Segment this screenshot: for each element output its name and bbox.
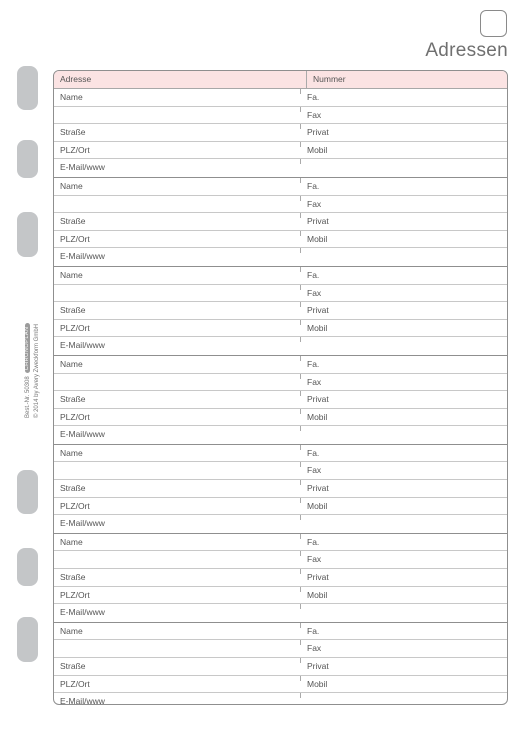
address-entry: [54, 622, 507, 705]
column-divider-tick: [300, 551, 301, 556]
field-label: PLZ/Ort: [60, 411, 90, 422]
number-label: Mobil: [307, 233, 328, 244]
field-label: Straße: [60, 394, 86, 405]
field-label: Name: [60, 269, 83, 280]
entry-line[interactable]: [54, 445, 507, 463]
column-divider-tick: [300, 676, 301, 681]
entry-line[interactable]: [54, 89, 507, 107]
column-divider-tick: [300, 534, 301, 539]
punch-hole: [17, 617, 38, 662]
entry-line[interactable]: [54, 374, 507, 392]
entry-line[interactable]: [54, 107, 507, 125]
copyright-text: © 2014 by Avery Zweckform GmbH: [33, 323, 40, 418]
address-entry: [54, 177, 507, 266]
column-divider-tick: [300, 356, 301, 361]
column-divider-tick: [300, 640, 301, 645]
number-label: Mobil: [307, 144, 328, 155]
field-label: Straße: [60, 127, 86, 138]
column-divider-tick: [300, 409, 301, 414]
number-label: Fa.: [307, 92, 320, 102]
number-label: Fa.: [307, 180, 320, 191]
column-divider-tick: [300, 213, 301, 218]
number-label: Fax: [307, 643, 322, 654]
entry-line[interactable]: [54, 604, 507, 622]
entry-line[interactable]: [54, 409, 507, 427]
field-label: Straße: [60, 216, 86, 227]
entry-line[interactable]: [54, 693, 507, 705]
field-label: Name: [60, 536, 83, 547]
column-divider-tick: [300, 587, 301, 592]
entry-line[interactable]: [54, 623, 507, 641]
column-divider-tick: [300, 89, 301, 94]
entry-line[interactable]: [54, 285, 507, 303]
field-label: Name: [60, 92, 83, 102]
punch-hole: [17, 212, 38, 257]
entry-line[interactable]: [54, 515, 507, 533]
field-label: E-Mail/www: [60, 607, 105, 618]
punch-hole: [17, 548, 38, 586]
field-label: Straße: [60, 572, 86, 583]
number-label: Fax: [307, 198, 322, 209]
entry-line[interactable]: [54, 587, 507, 605]
entry-line[interactable]: [54, 142, 507, 160]
number-label: Mobil: [307, 678, 328, 689]
field-label: Straße: [60, 483, 86, 494]
field-label: PLZ/Ort: [60, 589, 90, 600]
field-label: PLZ/Ort: [60, 233, 90, 244]
number-label: Fa.: [307, 447, 320, 458]
number-label: Fax: [307, 376, 322, 387]
column-divider-tick: [300, 337, 301, 342]
column-divider-tick: [300, 374, 301, 379]
field-label: E-Mail/www: [60, 429, 105, 440]
field-label: PLZ/Ort: [60, 500, 90, 511]
column-divider-tick: [300, 267, 301, 272]
header-address: Adresse: [54, 71, 307, 88]
number-label: Mobil: [307, 500, 328, 511]
order-number: Best.-Nr. 50308: [24, 376, 31, 418]
field-label: Name: [60, 180, 83, 191]
punch-hole: [17, 140, 38, 178]
number-label: Fa.: [307, 625, 320, 636]
entry-line[interactable]: [54, 178, 507, 196]
entry-line[interactable]: [54, 569, 507, 587]
field-label: E-Mail/www: [60, 518, 105, 529]
field-label: Name: [60, 625, 83, 636]
number-label: Privat: [307, 127, 329, 138]
field-label: Straße: [60, 305, 86, 316]
address-entries: [54, 89, 507, 705]
table-header: [54, 71, 507, 89]
column-divider-tick: [300, 462, 301, 467]
entry-line[interactable]: [54, 231, 507, 249]
column-divider-tick: [300, 445, 301, 450]
field-label: E-Mail/www: [60, 340, 105, 351]
field-label: E-Mail/www: [60, 162, 105, 173]
number-label: Fa.: [307, 536, 320, 547]
punch-hole: [17, 66, 38, 110]
entry-line[interactable]: [54, 534, 507, 552]
header-number: Nummer: [313, 74, 346, 84]
number-label: Fax: [307, 109, 322, 120]
entry-line[interactable]: [54, 248, 507, 266]
number-label: Fa.: [307, 358, 320, 369]
punch-hole: [17, 470, 38, 514]
address-entry: [54, 444, 507, 533]
column-divider-tick: [300, 658, 301, 663]
entry-line[interactable]: [54, 640, 507, 658]
entry-line[interactable]: [54, 320, 507, 338]
index-tab-box: [480, 10, 507, 37]
sidebar-imprint: [23, 323, 41, 418]
field-label: E-Mail/www: [60, 251, 105, 262]
entry-line[interactable]: [54, 356, 507, 374]
field-label: PLZ/Ort: [60, 144, 90, 155]
number-label: Fax: [307, 465, 322, 476]
address-entry: [54, 266, 507, 355]
entry-line[interactable]: [54, 213, 507, 231]
address-entry: [54, 89, 507, 177]
column-divider-tick: [300, 159, 301, 164]
entry-line[interactable]: [54, 676, 507, 694]
field-label: Straße: [60, 661, 86, 671]
column-divider-tick: [300, 142, 301, 147]
number-label: Mobil: [307, 589, 328, 600]
field-label: E-Mail/www: [60, 696, 105, 705]
number-label: Privat: [307, 572, 329, 583]
column-divider-tick: [300, 604, 301, 609]
column-divider-tick: [300, 693, 301, 698]
entry-line[interactable]: [54, 498, 507, 516]
column-divider-tick: [300, 515, 301, 520]
page-title: Adressen: [425, 40, 508, 61]
entry-line[interactable]: [54, 462, 507, 480]
entry-line[interactable]: [54, 267, 507, 285]
number-label: Privat: [307, 394, 329, 405]
entry-line[interactable]: [54, 196, 507, 214]
entry-line[interactable]: [54, 302, 507, 320]
column-divider-tick: [300, 248, 301, 253]
column-divider-tick: [300, 426, 301, 431]
column-divider-tick: [300, 498, 301, 503]
number-label: Fa.: [307, 269, 320, 280]
entry-line[interactable]: [54, 426, 507, 444]
column-divider-tick: [300, 124, 301, 129]
address-entry: [54, 533, 507, 622]
field-label: Name: [60, 358, 83, 369]
number-label: Mobil: [307, 322, 328, 333]
column-divider-tick: [300, 107, 301, 112]
number-label: Privat: [307, 661, 329, 671]
entry-line[interactable]: [54, 124, 507, 142]
column-divider-tick: [300, 231, 301, 236]
entry-line[interactable]: [54, 480, 507, 498]
column-divider-tick: [300, 302, 301, 307]
address-entry: [54, 355, 507, 444]
number-label: Mobil: [307, 411, 328, 422]
field-label: PLZ/Ort: [60, 678, 90, 689]
number-label: Fax: [307, 287, 322, 298]
number-label: Privat: [307, 483, 329, 494]
entry-line[interactable]: [54, 391, 507, 409]
column-divider-tick: [300, 320, 301, 325]
number-label: Privat: [307, 216, 329, 227]
column-divider-tick: [300, 623, 301, 628]
address-form: [53, 70, 508, 705]
column-divider-tick: [300, 196, 301, 201]
entry-line[interactable]: [54, 159, 507, 177]
number-label: Privat: [307, 305, 329, 316]
column-divider-tick: [300, 391, 301, 396]
column-divider-tick: [300, 480, 301, 485]
field-label: Name: [60, 447, 83, 458]
brand-logo: CHRONOPLAN: [25, 323, 31, 373]
column-divider-tick: [300, 178, 301, 183]
column-divider-tick: [300, 285, 301, 290]
entry-line[interactable]: [54, 337, 507, 355]
column-divider-tick: [300, 569, 301, 574]
entry-line[interactable]: [54, 551, 507, 569]
entry-line[interactable]: [54, 658, 507, 676]
number-label: Fax: [307, 554, 322, 565]
field-label: PLZ/Ort: [60, 322, 90, 333]
